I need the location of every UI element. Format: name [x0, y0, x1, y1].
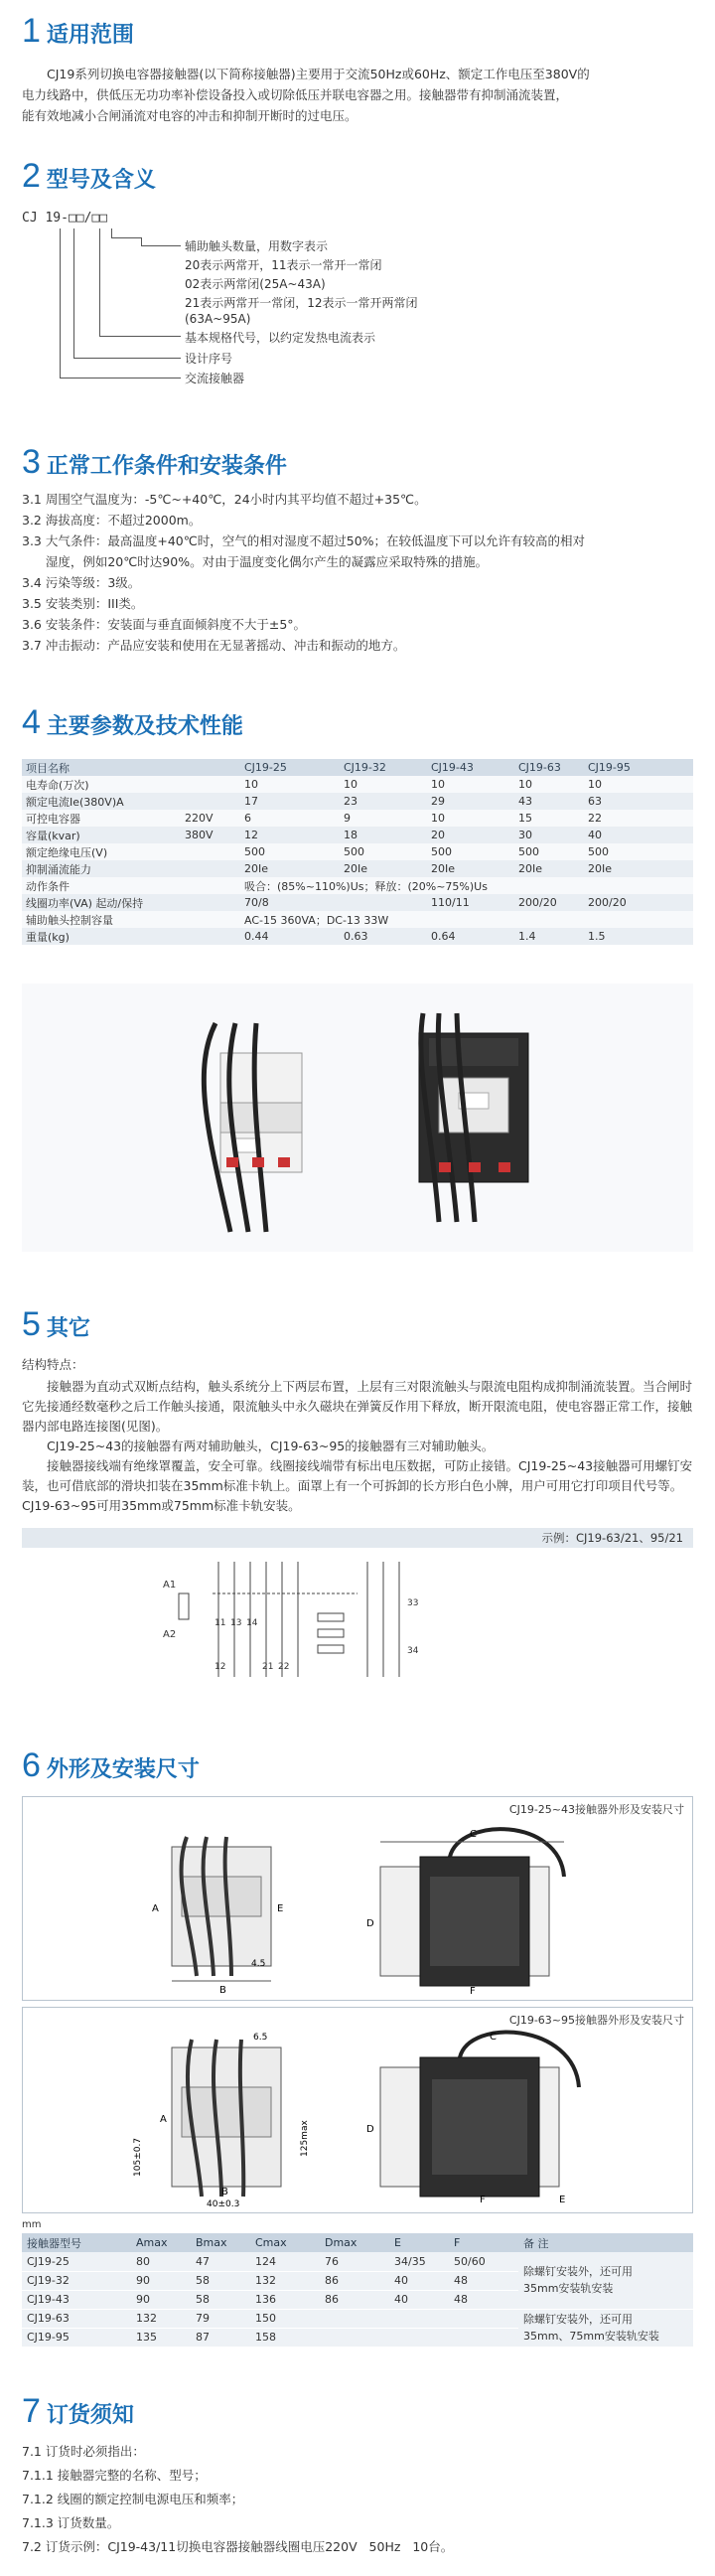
table-header-cell: F: [449, 2233, 518, 2252]
table-cell: 17: [240, 793, 340, 810]
table-cell: 136: [250, 2290, 320, 2309]
text-line: CJ19系列切换电容器接触器(以下简称接触器)主要用于交流50Hz或60Hz、额定工作电压至380V的: [47, 67, 590, 81]
table-row: [22, 2309, 693, 2328]
diagram-label: 21: [262, 1662, 274, 1672]
figure-caption: CJ19-63~95接触器外形及安装尺寸: [508, 2014, 684, 2027]
contactor-photo: [22, 984, 693, 1252]
table-cell: 500: [427, 843, 514, 860]
diagram-label: 14: [246, 1618, 258, 1628]
table-cell: [181, 911, 240, 928]
table-cell: [449, 2328, 518, 2347]
conditions-list: [22, 489, 693, 656]
table-cell: [181, 843, 240, 860]
dim-label: D: [366, 2124, 374, 2135]
dim-label: C: [490, 2032, 497, 2043]
condition-line: 3.6 安装条件：安装面与垂直面倾斜度不大于±5°。: [22, 617, 307, 632]
section-number: 7: [22, 2392, 41, 2430]
table-cell: CJ19-32: [22, 2271, 131, 2290]
section-6-heading: [22, 1748, 200, 1783]
table-cell: 79: [191, 2309, 250, 2328]
table-cell: 15: [514, 810, 584, 827]
text-line: 电力线路中，供低压无功功率补偿设备投入或切除低压并联电容器之用。接触器带有抑制涌流装置，: [22, 87, 569, 102]
table-cell: 90: [131, 2290, 191, 2309]
table-row: [22, 776, 693, 793]
table-header-cell: CJ19-25: [240, 759, 340, 776]
table-cell: 10: [584, 776, 693, 793]
order-line: 7.1.1 接触器完整的名称、型号；: [22, 2468, 207, 2483]
table-cell: 额定绝缘电压(V): [22, 843, 181, 860]
table-cell: [389, 2328, 449, 2347]
table-cell: 200/20: [584, 894, 693, 911]
note-cell: [518, 2252, 693, 2309]
dim-label: B: [221, 2187, 228, 2197]
table-header-cell: CJ19-43: [427, 759, 514, 776]
table-header-cell: Amax: [131, 2233, 191, 2252]
product-photos: [22, 984, 693, 1252]
diagram-label: 12: [214, 1662, 226, 1672]
table-cell: 43: [514, 793, 584, 810]
table-cell: 10: [514, 776, 584, 793]
table-cell: 158: [250, 2328, 320, 2347]
table-header-cell: E: [389, 2233, 449, 2252]
table-cell: 1.5: [584, 928, 693, 945]
table-header-row: [22, 2233, 693, 2252]
section-number: 3: [22, 443, 41, 481]
table-cell: 50/60: [449, 2252, 518, 2271]
table-cell: 63: [584, 793, 693, 810]
table-header-cell: Bmax: [191, 2233, 250, 2252]
table-cell: CJ19-95: [22, 2328, 131, 2347]
table-cell: 可控电容器: [22, 810, 181, 827]
condition-line: 3.2 海拔高度：不超过2000m。: [22, 513, 202, 528]
diagram-label: A1: [163, 1580, 177, 1591]
note-line: 除螺钉安装外，还可用: [523, 2265, 633, 2279]
table-header-cell: Cmax: [250, 2233, 320, 2252]
table-cell: 0.64: [427, 928, 514, 945]
condition-line: 3.4 污染等级：3级。: [22, 575, 141, 590]
table-cell: 135: [131, 2328, 191, 2347]
section-1-heading: [22, 14, 134, 49]
table-cell: 12: [240, 827, 340, 843]
example-bar: 示例：CJ19-63/21、95/21: [22, 1528, 693, 1548]
table-cell: 132: [250, 2271, 320, 2290]
section-title: 其它: [46, 1316, 90, 1341]
paragraph: 接触器为直动式双断点结构，触头系统分上下两层布置，上层有三对限流触头与限流电阻构成抑制涌流装置。当合闸时它先接通经数毫秒之后工作触头接通，限流触头中永久磁块在弹簧反作用下释放，断开限流电阻，使电容器正常工作，接触器内部电路连接图(见图)。: [22, 1379, 693, 1434]
dim-label: A: [160, 2114, 167, 2125]
table-row: [22, 911, 693, 928]
table-cell: [320, 2309, 389, 2328]
section-title: 型号及含义: [46, 168, 156, 193]
table-cell: 48: [449, 2290, 518, 2309]
table-cell: [181, 928, 240, 945]
section-title: 订货须知: [46, 2403, 134, 2428]
table-row: [22, 827, 693, 843]
table-cell: 70/8: [240, 894, 427, 911]
table-row: [22, 877, 693, 894]
diagram-label: 11: [214, 1618, 226, 1628]
diagram-label: 22: [278, 1662, 290, 1672]
table-cell: 86: [320, 2271, 389, 2290]
table-cell: 34/35: [389, 2252, 449, 2271]
paragraph: CJ19-25~43的接触器有两对辅助触头，CJ19-63~95的接触器有三对辅助触头。: [47, 1439, 495, 1453]
model-item: 02表示两常闭(25A~43A): [185, 277, 326, 291]
model-item: 20表示两常开，11表示一常开一常闭: [185, 258, 382, 272]
table-cell: 86: [320, 2290, 389, 2309]
table-cell: 124: [250, 2252, 320, 2271]
table-cell: 40: [584, 827, 693, 843]
dim-label: F: [480, 2195, 486, 2205]
dim-label: E: [559, 2195, 566, 2205]
table-cell: 500: [240, 843, 340, 860]
model-item: 基本规格代号，以约定发热电流表示: [185, 331, 376, 345]
section-5-heading: [22, 1307, 90, 1342]
condition-line: 3.3 大气条件：最高温度+40℃时，空气的相对湿度不超过50%；在较低温度下可以允许有较高的相对: [22, 533, 586, 548]
note-line: 35mm安装轨安装: [523, 2282, 614, 2296]
table-cell: [320, 2328, 389, 2347]
paragraph: 接触器接线端有绝缘罩覆盖，安全可靠。线圈接线端带有标出电压数据，可防止接错。CJ19-25~43接触器可用螺钉安装，也可借底部的滑块扣装在35mm标准卡轨上。面罩上有一个可拆卸的长方形白色小牌，用户可用它打印项目代号等。CJ19-63~95可用35mm或75mm标准卡轨安装。: [22, 1458, 693, 1513]
table-cell: [449, 2309, 518, 2328]
dim-label: C: [470, 1829, 477, 1840]
table-row: [22, 860, 693, 877]
table-cell: 380V: [181, 827, 240, 843]
diagram-label: 13: [230, 1618, 242, 1628]
figure-caption: CJ19-25~43接触器外形及安装尺寸: [508, 1803, 684, 1816]
table-cell: CJ19-63: [22, 2309, 131, 2328]
section-title: 适用范围: [46, 23, 134, 48]
table-row: [22, 928, 693, 945]
table-cell: 额定电流Ie(380V)A: [22, 793, 181, 810]
dim-label: 6.5: [253, 2033, 268, 2043]
table-cell: 150: [250, 2309, 320, 2328]
dimensions-table: [22, 2233, 693, 2348]
section-3-heading: [22, 445, 287, 480]
diagram-label: A2: [163, 1629, 177, 1640]
table-cell: 20Ie: [427, 860, 514, 877]
model-code: CJ 19-□□/□□: [22, 211, 108, 226]
section-number: 6: [22, 1746, 41, 1784]
table-cell: 22: [584, 810, 693, 827]
parameters-table: [22, 759, 693, 945]
unit-label: mm: [22, 2219, 42, 2230]
note-line: 除螺钉安装外，还可用: [523, 2313, 633, 2326]
dim-label: F: [470, 1986, 476, 1997]
subtitle: 结构特点：: [22, 1357, 84, 1372]
order-line: 7.1.2 线圈的额定控制电源电压和频率；: [22, 2492, 244, 2506]
table-cell: 132: [131, 2309, 191, 2328]
table-cell: 47: [191, 2252, 250, 2271]
dim-label: B: [219, 1985, 226, 1996]
table-cell: 10: [427, 776, 514, 793]
diagram-label: 34: [407, 1646, 419, 1656]
table-cell: 辅助触头控制容量: [22, 911, 181, 928]
table-cell: 200/20: [514, 894, 584, 911]
section-title: 主要参数及技术性能: [46, 714, 243, 739]
section-5-body: [22, 1355, 693, 1516]
table-cell: [389, 2309, 449, 2328]
circuit-diagram: [159, 1554, 457, 1685]
table-cell: 90: [131, 2271, 191, 2290]
diagram-label: 33: [407, 1598, 419, 1608]
table-cell: 29: [427, 793, 514, 810]
table-header-cell: [181, 759, 240, 776]
table-cell: 0.63: [340, 928, 427, 945]
section-number: 4: [22, 703, 41, 741]
table-cell: 500: [514, 843, 584, 860]
dim-label: E: [277, 1903, 284, 1914]
note-line: 35mm、75mm安装轨安装: [523, 2330, 659, 2343]
condition-line: 3.5 安装类别：III类。: [22, 596, 144, 611]
ordering-list: [22, 2440, 693, 2559]
table-header-cell: CJ19-95: [584, 759, 693, 776]
order-line: 7.2 订货示例：CJ19-43/11切换电容器接触器线圈电压220V 50Hz 10台。: [22, 2539, 454, 2554]
table-cell: 10: [240, 776, 340, 793]
section-title: 外形及安装尺寸: [46, 1757, 200, 1782]
table-cell: 30: [514, 827, 584, 843]
figure-cj19-25-43: [22, 1796, 693, 2001]
table-cell: 抑制涌流能力: [22, 860, 181, 877]
table-row: [22, 843, 693, 860]
table-cell: CJ19-43: [22, 2290, 131, 2309]
section-title: 正常工作条件和安装条件: [46, 454, 287, 479]
dim-label: 105±0.7: [133, 2137, 143, 2177]
table-cell: 23: [340, 793, 427, 810]
dim-label: A: [152, 1903, 159, 1914]
table-cell: 6: [240, 810, 340, 827]
table-header-cell: CJ19-32: [340, 759, 427, 776]
order-line: 7.1.3 订货数量。: [22, 2515, 120, 2530]
table-cell: 40: [389, 2271, 449, 2290]
condition-line: 湿度，例如20℃时达90%。对由于温度变化偶尔产生的凝露应采取特殊的措施。: [22, 554, 489, 569]
table-row: [22, 2252, 693, 2271]
table-header-cell: 项目名称: [22, 759, 181, 776]
table-cell: 线圈功率(VA) 起动/保持: [22, 894, 240, 911]
section-number: 2: [22, 157, 41, 195]
table-cell: 9: [340, 810, 427, 827]
model-item: 辅助触头数量，用数字表示: [185, 239, 329, 253]
table-cell: CJ19-25: [22, 2252, 131, 2271]
table-header-row: [22, 759, 693, 776]
table-cell: 20Ie: [584, 860, 693, 877]
table-row: [22, 793, 693, 810]
note-cell: [518, 2309, 693, 2347]
figure-cj19-63-95: [22, 2007, 693, 2213]
table-cell: [181, 860, 240, 877]
table-cell: 87: [191, 2328, 250, 2347]
model-item: 设计序号: [185, 352, 233, 366]
table-cell: 48: [449, 2271, 518, 2290]
table-header-cell: 备 注: [518, 2233, 693, 2252]
table-cell: 吸合：(85%~110%)Us；释放：(20%~75%)Us: [240, 877, 693, 894]
table-cell: 0.44: [240, 928, 340, 945]
table-cell: [181, 776, 240, 793]
section-4-heading: [22, 705, 243, 740]
model-code-tree: [0, 211, 715, 389]
table-row: [22, 894, 693, 911]
table-cell: 10: [427, 810, 514, 827]
table-cell: 动作条件: [22, 877, 181, 894]
dim-label: 125max: [300, 2120, 310, 2157]
section-2-heading: [22, 159, 156, 194]
table-cell: 10: [340, 776, 427, 793]
text-line: 能有效地减小合闸涌流对电容的冲击和抑制开断时的过电压。: [22, 108, 358, 123]
table-cell: 500: [584, 843, 693, 860]
table-cell: 80: [131, 2252, 191, 2271]
dim-label: 4.5: [251, 1959, 266, 1969]
condition-line: 3.7 冲击振动：产品应安装和使用在无显著摇动、冲击和振动的地方。: [22, 638, 406, 653]
section-number: 5: [22, 1305, 41, 1343]
table-cell: [181, 793, 240, 810]
table-cell: 40: [389, 2290, 449, 2309]
table-cell: 重量(kg): [22, 928, 181, 945]
table-cell: 18: [340, 827, 427, 843]
table-header-cell: Dmax: [320, 2233, 389, 2252]
table-cell: 电寿命(万次): [22, 776, 181, 793]
condition-line: 3.1 周围空气温度为：-5℃~+40℃，24小时内其平均值不超过+35℃。: [22, 492, 427, 507]
section-7-heading: [22, 2394, 134, 2429]
table-cell: 容量(kvar): [22, 827, 181, 843]
table-header-cell: CJ19-63: [514, 759, 584, 776]
table-cell: 500: [340, 843, 427, 860]
table-cell: 220V: [181, 810, 240, 827]
table-cell: 20Ie: [514, 860, 584, 877]
table-cell: 110/11: [427, 894, 514, 911]
model-item: (63A~95A): [185, 312, 251, 326]
section-1-body: [22, 64, 693, 126]
order-line: 7.1 订货时必须指出：: [22, 2444, 145, 2459]
dim-label: D: [366, 1918, 374, 1929]
table-cell: 20Ie: [340, 860, 427, 877]
table-cell: 20: [427, 827, 514, 843]
model-item: 21表示两常开一常闭，12表示一常开两常闭: [185, 296, 418, 310]
dim-label: 40±0.3: [207, 2199, 240, 2209]
table-row: [22, 810, 693, 827]
table-cell: 76: [320, 2252, 389, 2271]
table-cell: [181, 877, 240, 894]
table-cell: 1.4: [514, 928, 584, 945]
table-cell: 58: [191, 2271, 250, 2290]
table-header-cell: 接触器型号: [22, 2233, 131, 2252]
model-item: 交流接触器: [185, 372, 245, 385]
table-cell: AC-15 360VA；DC-13 33W: [240, 911, 693, 928]
table-cell: 58: [191, 2290, 250, 2309]
table-cell: 20Ie: [240, 860, 340, 877]
section-number: 1: [22, 12, 41, 50]
